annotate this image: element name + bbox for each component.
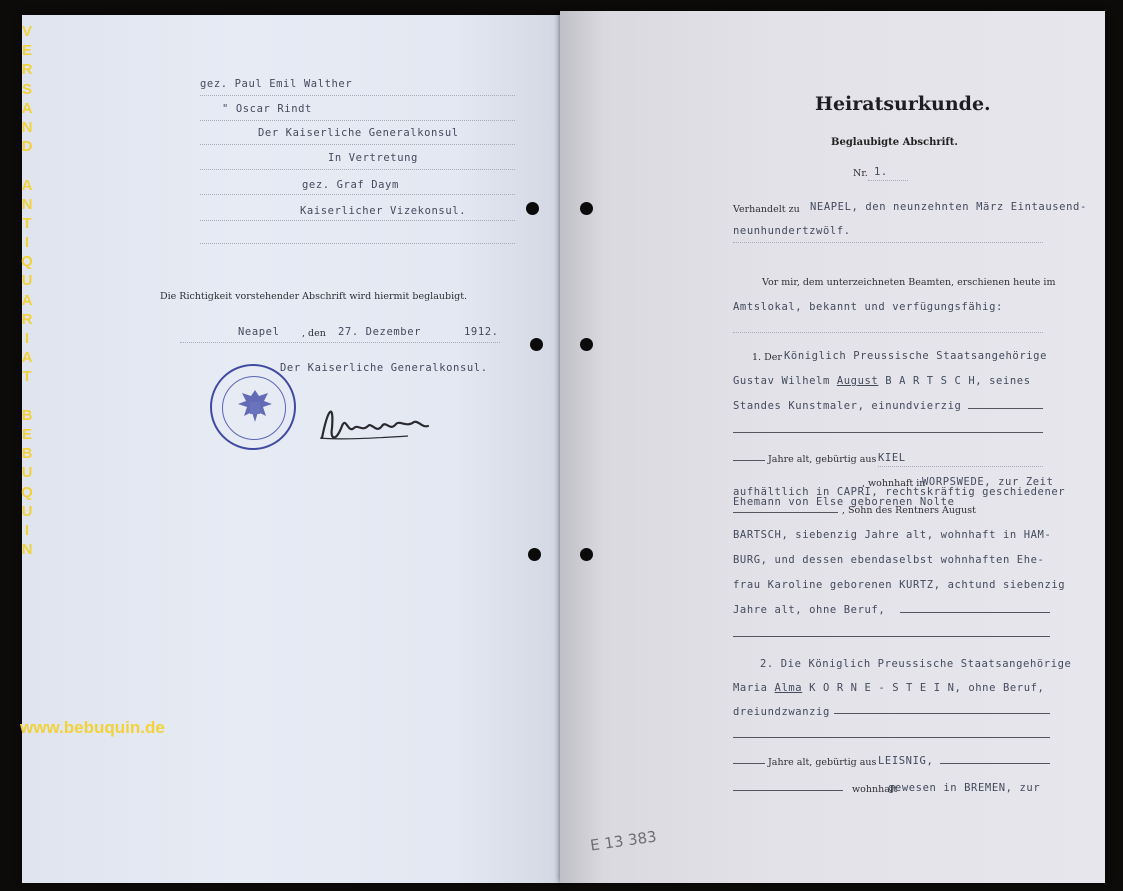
watermark-letter: S bbox=[21, 80, 32, 98]
punch-hole bbox=[580, 548, 593, 561]
person1-line7: Ehemann von Else geborenen Nolte bbox=[733, 496, 955, 508]
watermark-letter: N bbox=[21, 195, 33, 213]
intro-line-2: Amtslokal, bekannt und verfügungsfähig: bbox=[733, 301, 1003, 313]
person1-line1: Königlich Preussische Staatsangehörige bbox=[784, 350, 1048, 362]
person2-name bbox=[733, 682, 1044, 694]
watermark-letter: B bbox=[21, 445, 33, 463]
fill-line bbox=[733, 460, 765, 461]
fill-line bbox=[733, 636, 1050, 637]
date-prefix: , den bbox=[302, 328, 326, 339]
consulate-seal bbox=[210, 364, 296, 450]
certification-text: Die Richtigkeit vorstehender Abschrift wird hiermit beglaubigt. bbox=[160, 291, 468, 302]
watermark-letter: E bbox=[21, 425, 32, 443]
watermark-letter: Q bbox=[21, 253, 33, 271]
person2-residence-label: wohnhaft bbox=[852, 784, 898, 795]
punch-hole bbox=[526, 202, 539, 215]
signature-line-4: In Vertretung bbox=[328, 152, 418, 164]
document-subtitle: Beglaubigte Abschrift. bbox=[831, 137, 958, 148]
person1-line8: BARTSCH, siebenzig Jahre alt, wohnhaft in HAM- bbox=[733, 529, 1052, 541]
person1-callname: August bbox=[836, 375, 879, 387]
person1-line6: aufhältlich in CAPRI, rechtskräftig geschiedener bbox=[733, 486, 1066, 498]
watermark-letter: I bbox=[24, 234, 30, 252]
person2-birthplace: LEISNIG, bbox=[878, 755, 934, 767]
dotted-rule bbox=[200, 194, 515, 195]
dotted-rule bbox=[200, 144, 515, 145]
watermark-letter: U bbox=[21, 502, 33, 520]
watermark-letter: A bbox=[21, 291, 33, 309]
watermark-letter: R bbox=[21, 61, 33, 79]
person2-residence: gewesen in BREMEN, zur bbox=[888, 782, 1041, 794]
place: Neapel bbox=[238, 326, 280, 338]
dotted-rule bbox=[200, 95, 515, 96]
fill-line bbox=[968, 408, 1043, 409]
dotted-rule bbox=[200, 169, 515, 170]
watermark-letter: E bbox=[21, 42, 32, 60]
fill-line bbox=[733, 763, 765, 764]
year: 1912. bbox=[464, 326, 499, 338]
handwritten-signature bbox=[318, 398, 438, 448]
signature-line-5: gez. Graf Daym bbox=[302, 179, 399, 191]
dotted-rule bbox=[200, 220, 515, 221]
person2-first-name: Maria bbox=[733, 682, 768, 694]
fill-line bbox=[733, 737, 1050, 738]
watermark-letter: R bbox=[21, 310, 33, 328]
dotted-rule bbox=[733, 332, 1043, 333]
fill-line bbox=[900, 612, 1050, 613]
dotted-rule bbox=[733, 242, 1043, 243]
person2-callname: Alma bbox=[774, 682, 803, 694]
person1-line10: frau Karoline geborenen KURTZ, achtund siebenzig bbox=[733, 579, 1066, 591]
punch-hole bbox=[530, 338, 543, 351]
watermark-letter: N bbox=[21, 541, 33, 559]
watermark-letter: Q bbox=[21, 483, 33, 501]
person1-birthplace: KIEL bbox=[878, 452, 906, 464]
dotted-rule bbox=[878, 466, 1043, 467]
person1-name bbox=[733, 375, 1031, 387]
watermark-letter: N bbox=[21, 118, 33, 136]
person2-age-label: Jahre alt, gebürtig aus bbox=[768, 757, 877, 768]
dotted-rule bbox=[180, 342, 500, 343]
person1-residence: WORPSWEDE, zur Zeit bbox=[922, 476, 1054, 488]
person1-age-label: Jahre alt, gebürtig aus bbox=[768, 454, 877, 465]
watermark-letter: I bbox=[24, 330, 30, 347]
consul-title: Der Kaiserliche Generalkonsul. bbox=[280, 362, 488, 374]
person1-first-names: Gustav Wilhelm bbox=[733, 375, 830, 387]
dotted-rule bbox=[200, 120, 515, 121]
signature-line-3: Der Kaiserliche Generalkonsul bbox=[258, 127, 459, 139]
person1-sohn: , Sohn des Rentners August bbox=[842, 505, 976, 516]
watermark-letter: U bbox=[21, 272, 33, 290]
person2-surname: K O R N E - S T E I N, ohne Beruf, bbox=[809, 682, 1045, 694]
person2-line3: dreiundzwanzig bbox=[733, 706, 830, 718]
verhandelt-continuation: neunhundertzwölf. bbox=[733, 225, 851, 237]
fill-line bbox=[733, 512, 838, 513]
watermark-letter: A bbox=[21, 99, 33, 117]
verhandelt-value: NEAPEL, den neunzehnten März Eintausend- bbox=[810, 201, 1087, 213]
person1-line9: BURG, und dessen ebendaselbst wohnhaften Ehe- bbox=[733, 554, 1045, 566]
watermark-url: www.bebuquin.de bbox=[20, 718, 165, 737]
watermark-vertical bbox=[18, 22, 36, 559]
document-title: Heiratsurkunde. bbox=[815, 93, 991, 115]
watermark-letter: U bbox=[21, 464, 33, 482]
pencil-note: E 13 383 bbox=[589, 827, 658, 855]
signature-line-2: " Oscar Rindt bbox=[222, 103, 312, 115]
person1-residence-label: , wohnhaft in bbox=[862, 478, 926, 489]
watermark-letter: I bbox=[24, 521, 30, 539]
punch-hole bbox=[580, 338, 593, 351]
person1-line11: Jahre alt, ohne Beruf, bbox=[733, 604, 886, 616]
punch-hole bbox=[580, 202, 593, 215]
watermark-letter: A bbox=[21, 349, 33, 367]
eagle-emblem-icon bbox=[212, 366, 298, 452]
person1-prefix: 1. Der bbox=[752, 352, 782, 363]
dotted-rule bbox=[200, 243, 515, 244]
watermark-letter: T bbox=[22, 368, 32, 386]
dotted-rule bbox=[868, 180, 908, 181]
person2-line1: 2. Die Königlich Preussische Staatsangehörige bbox=[760, 658, 1072, 670]
fill-line bbox=[940, 763, 1050, 764]
fill-line bbox=[733, 432, 1043, 433]
fill-line bbox=[834, 713, 1050, 714]
watermark-letter: T bbox=[22, 214, 32, 232]
verhandelt-label: Verhandelt zu bbox=[733, 204, 800, 215]
watermark-letter: B bbox=[21, 406, 33, 424]
watermark-letter: D bbox=[21, 138, 33, 156]
punch-hole bbox=[528, 548, 541, 561]
person1-line3: Standes Kunstmaler, einundvierzig bbox=[733, 400, 962, 412]
intro-line-1: Vor mir, dem unterzeichneten Beamten, erschienen heute im bbox=[762, 277, 1056, 288]
signature-line-6: Kaiserlicher Vizekonsul. bbox=[300, 205, 467, 217]
number-label: Nr. bbox=[853, 168, 868, 179]
person1-surname: B A R T S C H, seines bbox=[885, 375, 1031, 387]
signature-line-1: gez. Paul Emil Walther bbox=[200, 78, 353, 90]
fill-line bbox=[733, 790, 843, 791]
watermark-letter: V bbox=[21, 23, 32, 40]
date: 27. Dezember bbox=[338, 326, 422, 338]
number-value: 1. bbox=[874, 166, 888, 178]
watermark-letter: A bbox=[21, 176, 33, 194]
